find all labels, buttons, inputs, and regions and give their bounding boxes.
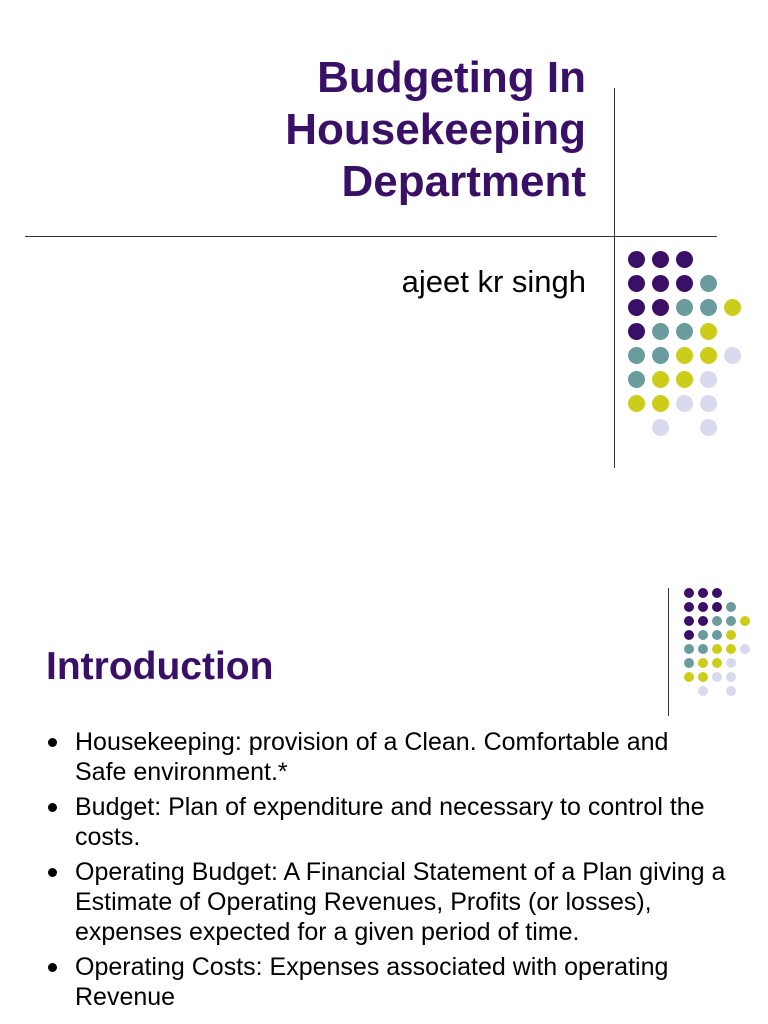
title-line-1: Budgeting In [317,53,586,102]
bullet-item [46,727,726,787]
slide-title [0,0,768,500]
decorative-dot [652,251,669,268]
decorative-dot [652,275,669,292]
slide-introduction [0,500,768,1024]
decorative-dot [684,630,694,640]
bullet-item [46,792,726,852]
slide-heading: Introduction [46,645,274,688]
bullet-dot-icon [48,868,57,877]
decorative-dot [676,347,693,364]
decorative-dot [712,602,722,612]
bullet-text: Operating Budget: A Financial Statement of a Plan giving a Estimate of Operating Revenues, Profits (or losses), expenses expected for a given period of time. [75,858,726,946]
title-line-2: Housekeeping [285,105,586,154]
title-line-3: Department [341,157,586,206]
bullet-dot-icon [48,738,57,747]
decorative-dot [700,419,717,436]
decorative-dot [698,644,708,654]
decorative-dot [684,602,694,612]
decorative-dot [628,347,645,364]
decorative-dot [628,251,645,268]
decorative-dot [698,616,708,626]
decorative-dot [628,371,645,388]
bullet-item [46,952,726,1012]
decorative-dot [698,686,708,696]
decorative-dot [726,686,736,696]
decorative-dot [726,644,736,654]
bullet-dot-icon [48,803,57,812]
decorative-dot [684,644,694,654]
decorative-dot [726,616,736,626]
decorative-dot [652,419,669,436]
decorative-dot [676,395,693,412]
decorative-dot [712,658,722,668]
decorative-dot [628,395,645,412]
decorative-dot [700,395,717,412]
decorative-dot [676,299,693,316]
decorative-dot [652,299,669,316]
decorative-dot [652,347,669,364]
decorative-dot [712,616,722,626]
decorative-dot [726,602,736,612]
decorative-dot [684,616,694,626]
decorative-dot [684,658,694,668]
decorative-dot [698,672,708,682]
decorative-dot [684,588,694,598]
decorative-dot [700,323,717,340]
decorative-dot [726,658,736,668]
decorative-dot [676,371,693,388]
vertical-divider [668,588,669,716]
bullet-item [46,857,726,947]
decorative-dot [652,395,669,412]
decorative-dot [698,588,708,598]
decorative-dot [740,644,750,654]
decorative-dot [676,275,693,292]
bullet-text: Budget: Plan of expenditure and necessary to control the costs. [75,793,705,851]
decorative-dot [676,251,693,268]
decorative-dot [652,371,669,388]
decorative-dot [712,672,722,682]
bullet-list [46,727,726,1017]
decorative-dot [700,299,717,316]
decorative-dot [628,323,645,340]
slide-title-text [26,52,586,208]
author-name: ajeet kr singh [401,264,586,299]
decorative-dot [726,630,736,640]
decorative-dot [628,275,645,292]
decorative-dot [740,616,750,626]
decorative-dot [700,371,717,388]
decorative-dot [712,644,722,654]
bullet-dot-icon [48,963,57,972]
decorative-dot [724,299,741,316]
decorative-dot [684,672,694,682]
vertical-divider [614,88,615,468]
decorative-dot [628,299,645,316]
decorative-dot [712,630,722,640]
decorative-dot [698,602,708,612]
decorative-dot [700,275,717,292]
decorative-dot [698,630,708,640]
decorative-dot [712,588,722,598]
decorative-dot [698,658,708,668]
decorative-dot [726,672,736,682]
decorative-dot [724,347,741,364]
bullet-text: Operating Costs: Expenses associated with operating Revenue [75,953,669,1011]
decorative-dot [676,323,693,340]
decorative-dot [652,323,669,340]
bullet-text: Housekeeping: provision of a Clean. Comfortable and Safe environment.* [75,728,669,786]
decorative-dot [700,347,717,364]
